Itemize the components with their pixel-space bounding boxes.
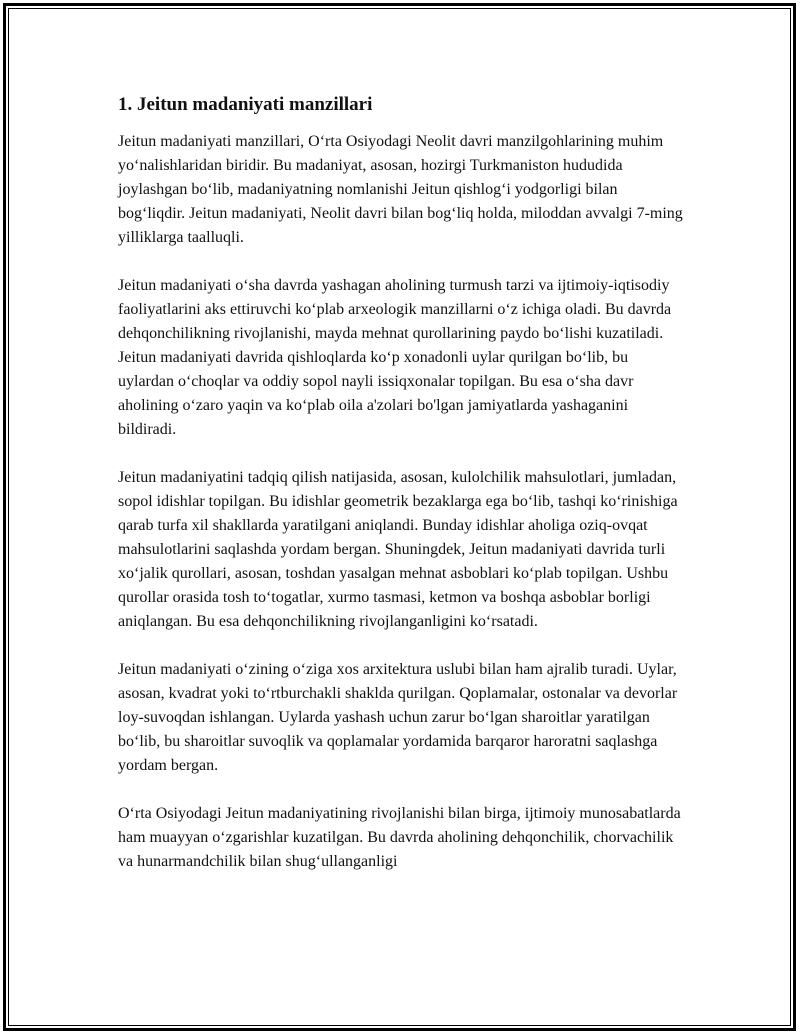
paragraph-4: Jeitun madaniyati o‘zining o‘ziga xos arxitektura uslubi bilan ham ajralib turadi. Uylar, asosan, kvadrat yoki to‘rtburchakli shaklda qurilgan. Qoplamalar, ostonalar va devorlar loy-suvoqdan ishlangan. Uylarda yashash uchun zarur bo‘lgan sharoitlar yaratilgan bo‘lib, bu sharoitlar suvoqlik va qoplamalar yordamida barqaror haroratni saqlashga yordam bergan.	[118, 661, 678, 774]
paragraph-1: Jeitun madaniyati manzillari, O‘rta Osiyodagi Neolit davri manzilgohlarining muhim yo‘nalishlaridan biridir. Bu madaniyat, asosan, hozirgi Turkmaniston hududida joylashgan bo‘lib, madaniyatning nomlanishi Jeitun qishlog‘i yodgorligi bilan bog‘liqdir. Jeitun madaniyati, Neolit davri bilan bog‘liq holda, miloddan avvalgi 7-ming yilliklarga taalluqli.	[118, 133, 683, 246]
paragraph-2: Jeitun madaniyati o‘sha davrda yashagan aholining turmush tarzi va ijtimoiy-iqtisodiy faoliyatlarini aks ettiruvchi ko‘plab arxeologik manzillarni o‘z ichiga oladi. Bu davrda dehqonchilikning rivojlanishi, mayda mehnat qurollarining paydo bo‘lishi kuzatiladi. Jeitun madaniyati davrida qishloqlarda ko‘p xonadonli uylar qurilgan bo‘lib, bu uylardan o‘choqlar va oddiy sopol nayli issiqxonalar topilgan. Bu esa o‘sha davr aholining o‘zaro yaqin va ko‘plab oila a'zolari bo'lgan jamiyatlarda yashaganini bildiradi.	[118, 277, 672, 438]
paragraph-3: Jeitun madaniyatini tadqiq qilish natijasida, asosan, kulolchilik mahsulotlari, jumladan, sopol idishlar topilgan. Bu idishlar geometrik bezaklarga ega bo‘lib, tashqi ko‘rinishiga qarab turfa xil shakllarda yaratilgani aniqlandi. Bunday idishlar aholiga oziq-ovqat mahsulotlarini saqlashda yordam bergan. Shuningdek, Jeitun madaniyati davrida turli xo‘jalik qurollari, asosan, toshdan yasalgan mehnat asboblari ko‘plab topilgan. Ushbu qurollar orasida tosh to‘togatlar, xurmo tasmasi, ketmon va boshqa asboblar borligi aniqlangan. Bu esa dehqonchilikning rivojlanganligini ko‘rsatadi.	[118, 469, 678, 630]
paragraph-5: O‘rta Osiyodagi Jeitun madaniyatining rivojlanishi bilan birga, ijtimoiy munosabatlarda ham muayyan o‘zgarishlar kuzatilgan. Bu davrda aholining dehqonchilik, chorvachilik va hunarmandchilik bilan shug‘ullanganligi	[118, 805, 681, 870]
section-heading: 1. Jeitun madaniyati manzillari	[118, 94, 373, 115]
document-body	[118, 90, 688, 898]
